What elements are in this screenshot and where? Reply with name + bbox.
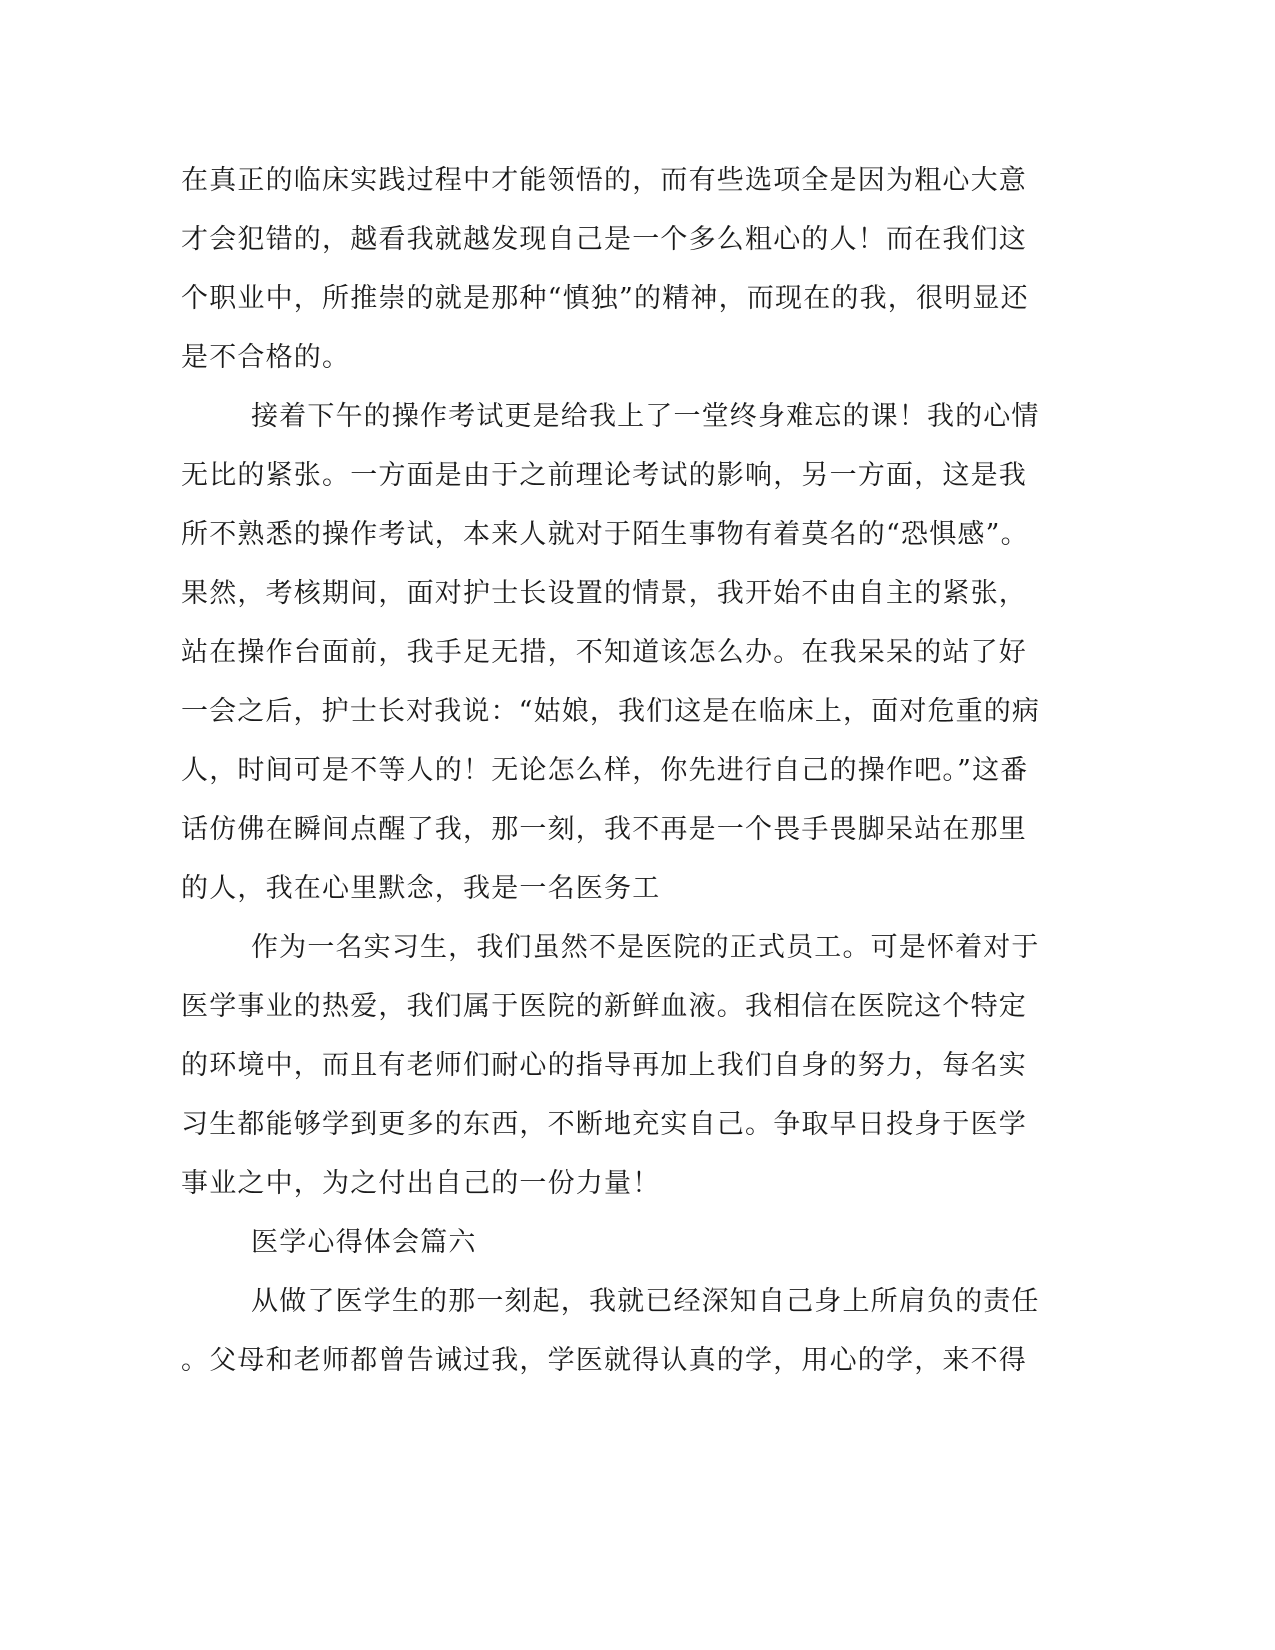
text-line: 的环境中，而且有老师们耐心的指导再加上我们自身的努力，每名实 [181,1050,1027,1081]
text-line: 从做了医学生的那一刻起，我就已经深知自己身上所肩负的责任 [251,1286,1040,1317]
text-line: 。父母和老师都曾告诫过我，学医就得认真的学，用心的学，来不得 [181,1345,1027,1376]
text-line: 果然，考核期间，面对护士长设置的情景，我开始不由自主的紧张， [181,578,1027,609]
text-line: 接着下午的操作考试更是给我上了一堂终身难忘的课！我的心情 [251,401,1040,432]
text-line: 事业之中，为之付出自己的一份力量！ [181,1168,661,1199]
text-line: 个职业中，所推崇的就是那种“慎独”的精神，而现在的我，很明显还 [181,283,1029,314]
text-line: 无比的紧张。一方面是由于之前理论考试的影响，另一方面，这是我 [181,460,1027,491]
text-line: 是不合格的。 [181,342,351,373]
text-line: 一会之后，护士长对我说：“姑娘，我们这是在临床上，面对危重的病 [181,696,1041,727]
text-line: 才会犯错的，越看我就越发现自己是一个多么粗心的人！而在我们这 [181,224,1027,255]
text-line: 话仿佛在瞬间点醒了我，那一刻，我不再是一个畏手畏脚呆站在那里 [181,814,1027,845]
text-line: 人，时间可是不等人的！无论怎么样，你先进行自己的操作吧。”这番 [181,755,1029,786]
text-line: 站在操作台面前，我手足无措，不知道该怎么办。在我呆呆的站了好 [181,637,1027,668]
text-line: 所不熟悉的操作考试，本来人就对于陌生事物有着莫名的“恐惧感”。 [181,519,1029,550]
text-line: 的人，我在心里默念，我是一名医务工 [181,873,661,904]
text-line: 习生都能够学到更多的东西，不断地充实自己。争取早日投身于医学 [181,1109,1027,1140]
text-line: 作为一名实习生，我们虽然不是医院的正式员工。可是怀着对于 [251,932,1040,963]
section-heading: 医学心得体会篇六 [251,1227,477,1258]
text-line: 在真正的临床实践过程中才能领悟的，而有些选项全是因为粗心大意 [181,165,1027,196]
text-line: 医学事业的热爱，我们属于医院的新鲜血液。我相信在医院这个特定 [181,991,1027,1022]
